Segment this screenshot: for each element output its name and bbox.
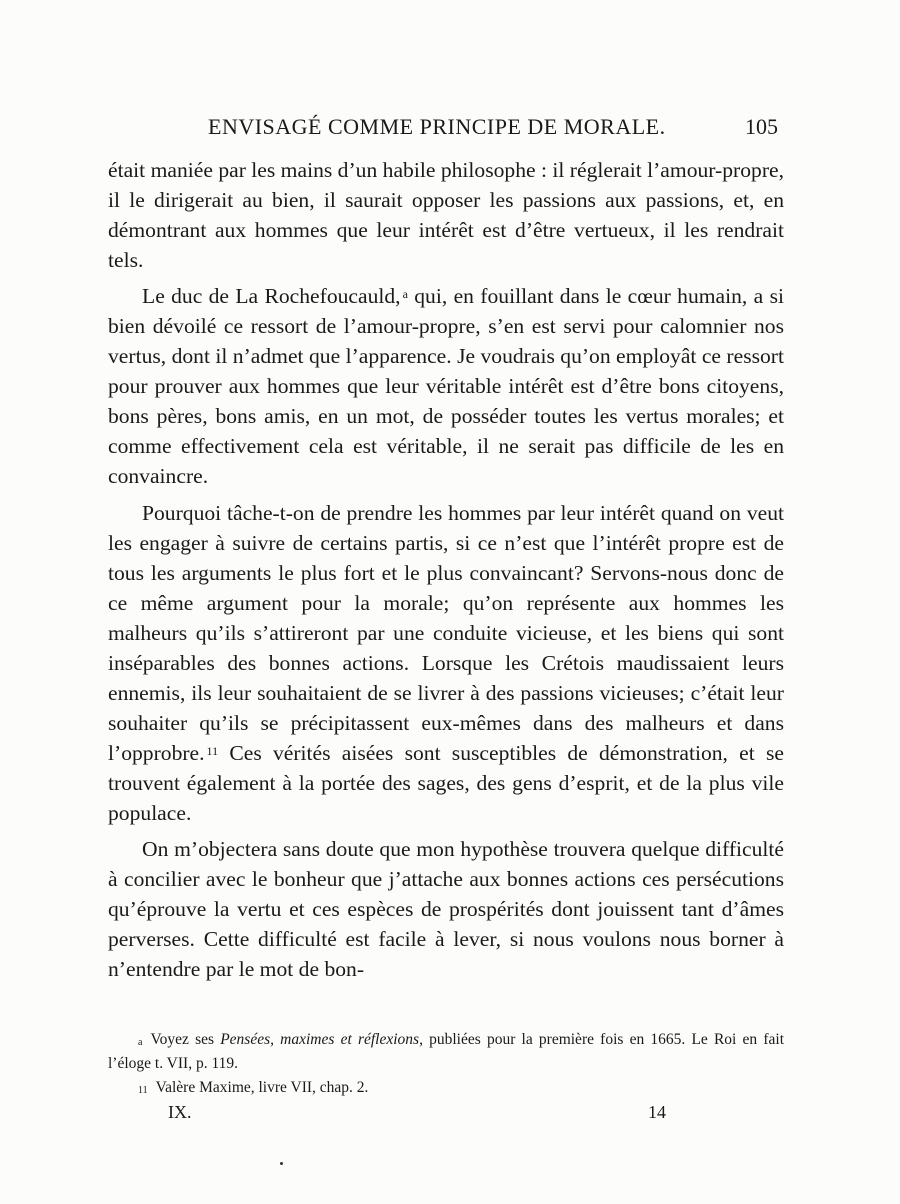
ink-speck (280, 1162, 283, 1165)
footnote-reference: 11 (206, 743, 219, 758)
paragraph (108, 155, 784, 275)
footnote-text: , publiées pour la première fois en 1665. Le Roi en fait l’éloge t. VII, p. 119. (108, 1031, 784, 1072)
paragraph-text: Ces vérités aisées sont susceptibles de démonstration, et se trouvent également à la portée des sages, des gens d’esprit, et de la plus vile populace. (108, 740, 784, 825)
sheet-signature: 14 (648, 1102, 666, 1122)
paragraph-text: était maniée par les mains d’un habile philosophe : il réglerait l’amour-propre, il le dirigerait au bien, il saurait opposer les passions aux passions, et, en démontrant aux hommes que leur intérêt est d’être vertueux, il les rendrait tels. (108, 158, 784, 273)
footnote (108, 1028, 784, 1076)
paragraph (108, 834, 784, 984)
page-header (108, 112, 784, 146)
footnote-mark: a (138, 1037, 143, 1048)
footnote-mark: 11 (138, 1085, 148, 1096)
book-title: Pensées, maximes et réflexions (220, 1031, 420, 1048)
paragraph-text: Pourquoi tâche-t-on de prendre les hommes par leur intérêt quand on veut les engager à suivre de certains partis, si ce n’est que l’intérêt propre est de tous les arguments le plus fort et le plus convaincant? Servons-nous donc de ce même argument pour la morale; qu’on représente aux hommes les malheurs qu’ils s’attireront par une conduite vicieuse, et les biens qui sont inséparables des bonnes actions. Lorsque les Crétois maudissaient leurs ennemis, ils leur souhaitaient de se livrer à des passions vicieuses; c’était leur souhaiter qu’ils se précipitassent eux-mêmes dans des malheurs et dans l’opprobre. (108, 500, 784, 765)
paragraph-text: qui, en fouillant dans le cœur humain, a si bien dévoilé ce ressort de l’amour-propre, s’en est servi pour calomnier nos vertus, dont il n’admet que l’apparence. Je voudrais qu’on employât ce ressort pour prouver aux hommes que leur véritable intérêt est d’être bons citoyens, bons pères, bons amis, en un mot, de posséder toutes les vertus morales; et comme effectivement cela est véritable, il ne serait pas difficile de les en convaincre. (108, 284, 784, 489)
volume-signature: IX. (168, 1102, 192, 1122)
paragraph-text: Le duc de La Rochefoucauld, (142, 284, 401, 309)
running-title: ENVISAGÉ COMME PRINCIPE DE MORALE. (208, 114, 666, 139)
footnote-text: Valère Maxime, livre VII, chap. 2. (155, 1079, 369, 1096)
body-text (108, 155, 784, 984)
footnote-text: Voyez ses (150, 1031, 221, 1048)
paragraph (108, 498, 784, 829)
paragraph (108, 281, 784, 491)
footnote (108, 1076, 784, 1100)
footnote-reference: a (402, 287, 408, 302)
paragraph-text: On m’objectera sans doute que mon hypothèse trouvera quelque difficulté à concilier avec le bonheur que j’attache aux bonnes actions ces persécutions qu’éprouve la vertu et ces espèces de prospérités dont jouissent tant d’âmes perverses. Cette difficulté est facile à lever, si nous voulons nous borner à n’entendre par le mot de bon- (108, 837, 784, 982)
page-number: 105 (745, 114, 778, 139)
page-footer (108, 1098, 784, 1128)
footnotes (108, 1028, 784, 1100)
